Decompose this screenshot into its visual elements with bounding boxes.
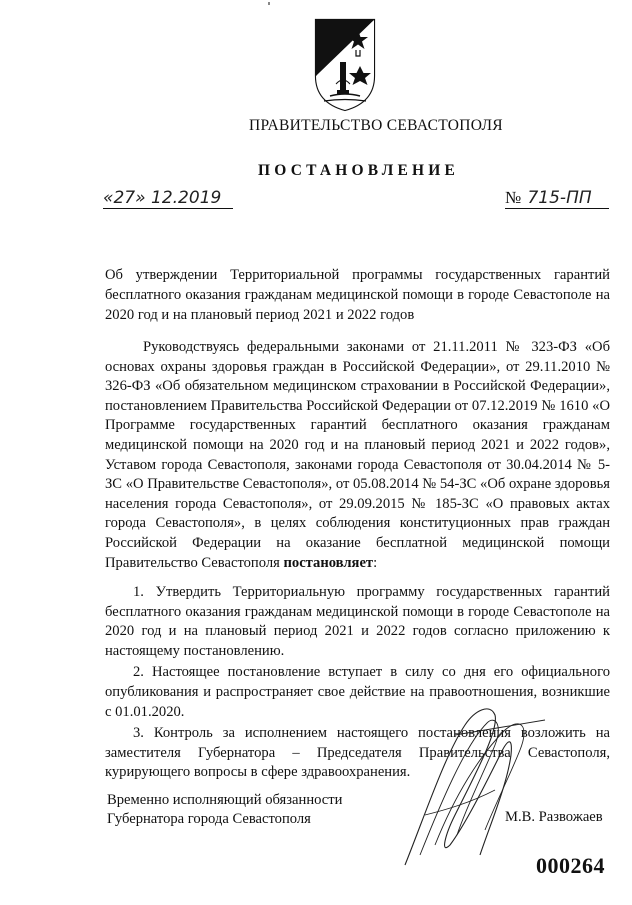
document-type-heading: ПОСТАНОВЛЕНИЕ — [258, 162, 460, 179]
decree-verb: постановляет — [283, 554, 374, 571]
signatory-position-line: Временно исполняющий обязанности — [107, 792, 343, 808]
decree-item: 3. Контроль за исполнением настоящего постановления возложить на заместителя Губернатора – Председателя Правительства Севастополя, курирующего вопросы в сфере здравоохранения. — [105, 725, 610, 781]
government-title: ПРАВИТЕЛЬСТВО СЕВАСТОПОЛЯ — [249, 117, 503, 134]
signatory-name: М.В. Развожаев — [505, 809, 603, 825]
coat-of-arms-emblem — [300, 14, 390, 114]
document-number-field — [505, 190, 609, 209]
document-subject: Об утверждении Территориальной программы государственных гарантий бесплатного оказания гражданам медицинской помощи в городе Севастополе на 2020 год и на плановый период 2021 и 2022 годов — [105, 267, 610, 323]
handwritten-number: 715-ПП — [527, 188, 592, 208]
decree-item: 1. Утвердить Территориальную программу государственных гарантий бесплатного оказания гражданам медицинской помощи в городе Севастополе на 2020 год и на плановый период 2021 и 2022 годов согласно приложению к настоящему постановлению. — [105, 584, 610, 659]
number-sign: № — [505, 188, 522, 207]
signatory-position — [107, 791, 342, 829]
scan-speck — [268, 2, 270, 5]
signatory-position-line: Губернатора города Севастополя — [107, 811, 311, 827]
handwritten-date: «27» 12.2019 — [103, 188, 222, 208]
handwritten-signature — [395, 695, 555, 875]
preamble-colon: : — [373, 554, 378, 571]
serial-number: 000264 — [536, 853, 605, 878]
preamble-paragraph — [105, 338, 610, 573]
decree-item: 2. Настоящее постановление вступает в силу со дня его официального опубликования и распространяет свое действие на правоотношения, возникшие с 01.01.2020. — [105, 664, 610, 720]
preamble-text: Руководствуясь федеральными законами от 21.11.2011 № 323-ФЗ «Об основах охраны здоровья граждан в Российской Федерации», от 29.11.2010 № 326-ФЗ «Об обязательном медицинском страховании в Российской Федерации», постановлением Правительства Российской Федерации от 07.12.2019 № 1610 «О Программе государственных гарантий бесплатного оказания гражданам медицинской помощи на 2020 год и на плановый период 2021 и 2022 годов», Уставом города Севастополя, законами города Севастополя от 30.04.2014 № 5-ЗС «О Правительстве Севастополя», от 05.08.2014 № 54-ЗС «Об охране здоровья населения города Севастополя», от 29.09.2015 № 185-ЗС «О правовых актах города Севастополя», в целях соблюдения конституционных прав граждан Российской Федерации на оказание бесплатной медицинской помощи Правительство Севастополя — [105, 339, 610, 571]
document-date-field — [103, 190, 233, 209]
